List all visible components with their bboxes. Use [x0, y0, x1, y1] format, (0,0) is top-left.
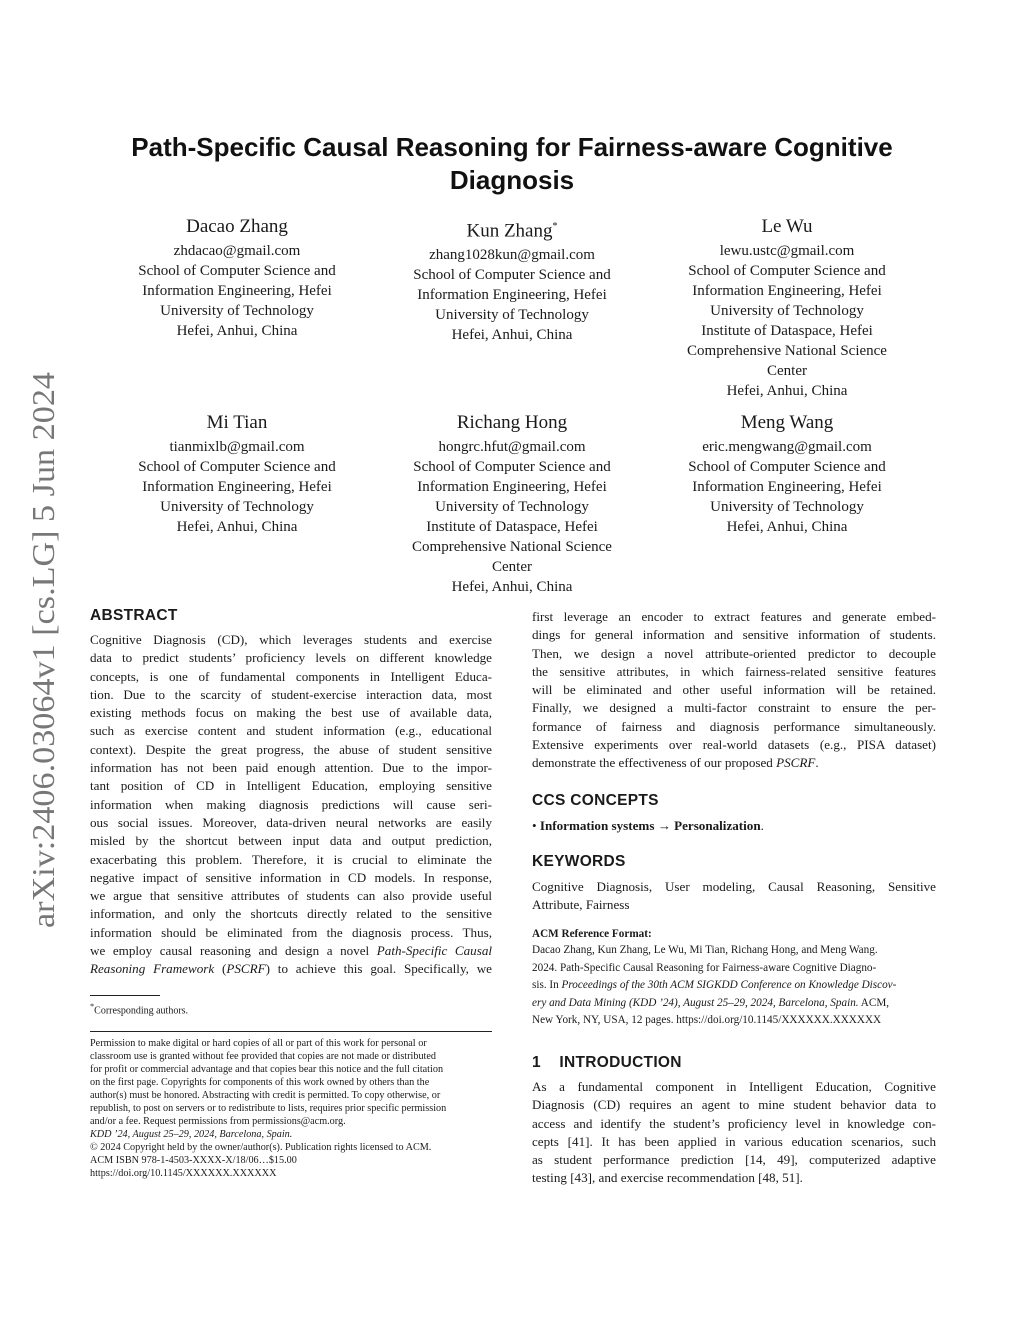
- introduction-line: testing [43], and exercise recommendation [48, 51].: [532, 1170, 803, 1186]
- acm-reference-line: Dacao Zhang, Kun Zhang, Le Wu, Mi Tian, Richang Hong, and Meng Wang.: [532, 944, 878, 956]
- abstract-line: information has not been paid enough attention. Due to the impor-: [90, 760, 492, 776]
- corresponding-mark: *: [552, 221, 558, 232]
- framework-name: Path-Specific Causal: [376, 943, 492, 959]
- introduction-line: access and identify the student’s proficiency level in knowledge con-: [532, 1115, 936, 1131]
- footnote-mark: *: [90, 1002, 95, 1011]
- introduction-line: cepts [41]. It has been applied in various education scenarios, such: [532, 1133, 936, 1149]
- permission-line: author(s) must be honored. Abstracting with credit is permitted. To copy otherwise, or: [90, 1090, 441, 1101]
- arxiv-side-stamp: [6, 370, 80, 930]
- abstract-line: tion. Due to the scarcity of student-exercise interaction data, most: [90, 686, 492, 702]
- author-affiliation-line: School of Computer Science and: [688, 263, 886, 279]
- abstract-line: Extensive experiments over real-world datasets (e.g., PISA dataset): [532, 737, 936, 753]
- acm-reference-line: sis. In Proceedings of the 30th ACM SIGKDD Conference on Knowledge Discov-: [532, 979, 897, 992]
- abstract-line: Cognitive Diagnosis (CD), which leverages students and exercise: [90, 632, 492, 647]
- author-affiliation-line: Center: [492, 559, 532, 575]
- keywords-body: [532, 878, 936, 915]
- introduction-body: [532, 1078, 936, 1188]
- acm-reference: [532, 926, 936, 1030]
- author-affiliation-line: University of Technology: [160, 303, 314, 319]
- permission-line: for profit or commercial advantage and that copies bear this notice and the full citation: [90, 1064, 444, 1075]
- author-name: Meng Wang: [740, 412, 834, 433]
- permission-block: [90, 1037, 492, 1180]
- author-affiliation-line: Hefei, Anhui, China: [451, 327, 573, 344]
- title-line-2: Diagnosis: [449, 165, 575, 195]
- author-block: [662, 216, 912, 401]
- permission-line: Permission to make digital or hard copies of all or part of this work for personal or: [90, 1038, 427, 1049]
- author-name: Richang Hong: [456, 412, 568, 433]
- abstract-line: will be eliminated and other useful information will be retained.: [532, 682, 936, 698]
- abstract-line: Finally, we designed a multi-factor constraint to ensure the per-: [532, 700, 936, 716]
- author-affiliation-line: Center: [767, 363, 807, 379]
- author-affiliation-line: University of Technology: [710, 303, 864, 319]
- author-block: [387, 412, 637, 597]
- footnote: [90, 1000, 492, 1017]
- author-affiliation-line: University of Technology: [710, 499, 864, 515]
- acm-reference-line: ery and Data Mining (KDD ’24), August 25–29, 2024, Barcelona, Spain. ACM,: [532, 996, 890, 1009]
- acm-reference-line: New York, NY, USA, 12 pages. https://doi.org/10.1145/XXXXXX.XXXXXX: [532, 1014, 882, 1027]
- abstract-line: demonstrate the effectiveness of our proposed PSCRF.: [532, 755, 819, 771]
- author-affiliation-line: Institute of Dataspace, Hefei: [426, 519, 598, 535]
- ccs-item: • Information systems → Personalization.: [532, 818, 764, 833]
- ccs-bullet: •: [532, 818, 537, 833]
- abstract-line: information when making diagnosis predictions will cause seri-: [90, 796, 492, 812]
- ccs-section: [532, 791, 936, 835]
- framework-acronym: PSCRF: [226, 961, 266, 977]
- author-affiliation-line: School of Computer Science and: [413, 267, 611, 284]
- author-affiliation-line: Hefei, Anhui, China: [176, 323, 298, 339]
- abstract-line: concepts, is one of fundamental components in Intelligent Educa-: [90, 668, 492, 684]
- isbn-line: ACM ISBN 978-1-4503-XXXX-X/18/06…$15.00: [90, 1155, 297, 1166]
- abstract-line: Then, we design a novel attribute-oriented predictor to decouple: [532, 645, 936, 661]
- author-affiliation-line: Information Engineering, Hefei: [692, 283, 882, 299]
- author-affiliation-line: Hefei, Anhui, China: [451, 579, 573, 595]
- footnote-rule: [90, 995, 160, 996]
- author-email: eric.mengwang@gmail.com: [702, 439, 872, 455]
- section-title: INTRODUCTION: [559, 1054, 682, 1071]
- author-affiliation-line: Comprehensive National Science: [687, 343, 887, 359]
- abstract-line: exacerbating this problem. Therefore, it is crucial to eliminate the: [90, 851, 492, 867]
- author-email: hongrc.hfut@gmail.com: [438, 439, 586, 455]
- author-affiliation-line: University of Technology: [435, 307, 589, 324]
- author-name: Mi Tian: [206, 412, 268, 433]
- author-name: Kun Zhang*: [466, 220, 558, 242]
- permission-line: classroom use is granted without fee provided that copies are not made or distributed: [90, 1051, 436, 1062]
- author-affiliation-line: University of Technology: [160, 499, 314, 515]
- abstract-line: Reasoning Framework (PSCRF) to achieve this goal. Specifically, we: [90, 961, 492, 977]
- doi-line[interactable]: https://doi.org/10.1145/XXXXXX.XXXXXX: [90, 1168, 277, 1179]
- section-number: 1: [532, 1054, 541, 1071]
- abstract-line: existing methods focus on making the best use of available data,: [90, 705, 492, 721]
- acm-reference-line: 2024. Path-Specific Causal Reasoning for Fairness-aware Cognitive Diagno-: [532, 961, 877, 974]
- author-block: [112, 412, 362, 537]
- title-line-1: Path-Specific Causal Reasoning for Fairness-aware Cognitive: [131, 132, 893, 162]
- keywords-heading: KEYWORDS: [532, 853, 626, 870]
- abstract-line: we argue that sensitive attributes of students can also provide useful: [90, 888, 492, 904]
- author-affiliation-line: Hefei, Anhui, China: [176, 519, 298, 535]
- paper-title: [100, 131, 924, 197]
- introduction-heading: [532, 1053, 936, 1073]
- abstract-line: data to predict students’ proficiency levels on different knowledge: [90, 650, 492, 666]
- author-block: [662, 412, 912, 537]
- abstract-line: dings for general information and sensitive information of students.: [532, 627, 936, 643]
- acm-reference-body: [532, 942, 936, 1030]
- author-email: lewu.ustc@gmail.com: [719, 243, 855, 259]
- keywords-section: [532, 852, 936, 915]
- ccs-concept: Information systems → Personalization: [539, 818, 761, 833]
- acm-reference-heading: ACM Reference Format:: [532, 928, 652, 940]
- author-name: Dacao Zhang: [186, 216, 288, 237]
- introduction-section: [532, 1053, 936, 1188]
- abstract-line: information should be eliminated from the diagnosis process. Thus,: [90, 924, 492, 940]
- permission-line: and/or a fee. Request permissions from permissions@acm.org.: [90, 1116, 346, 1127]
- abstract-line: such as exercise content and student information (e.g., educational: [90, 723, 492, 739]
- permission-rule: [90, 1031, 492, 1032]
- abstract-continued: [532, 608, 936, 773]
- abstract-body: [90, 631, 492, 979]
- author-affiliation-line: Information Engineering, Hefei: [417, 287, 607, 304]
- permission-line: on the first page. Copyrights for components of this work owned by others than the: [90, 1077, 430, 1088]
- abstract-line: the sensitive attributes, in which fairness-related sensitive features: [532, 663, 936, 679]
- author-affiliation-line: Information Engineering, Hefei: [142, 479, 332, 495]
- author-affiliation-line: Information Engineering, Hefei: [417, 479, 607, 495]
- abstract-line: formance of fairness and diagnosis performance simultaneously.: [532, 718, 936, 734]
- keywords-line: Cognitive Diagnosis, User modeling, Causal Reasoning, Sensitive: [532, 879, 936, 894]
- author-affiliation-line: Hefei, Anhui, China: [726, 519, 848, 535]
- copyright-line: © 2024 Copyright held by the owner/author(s). Publication rights licensed to ACM.: [90, 1142, 432, 1153]
- ccs-heading: CCS CONCEPTS: [532, 792, 659, 809]
- author-affiliation-line: School of Computer Science and: [138, 459, 336, 475]
- author-affiliation-line: Information Engineering, Hefei: [142, 283, 332, 299]
- introduction-line: Diagnosis (CD) requires an agent to mine student behavior data to: [532, 1097, 936, 1113]
- abstract-body-continued: [532, 608, 936, 773]
- author-affiliation-line: Information Engineering, Hefei: [692, 479, 882, 495]
- author-affiliation-line: School of Computer Science and: [688, 459, 886, 475]
- author-block: [387, 216, 637, 345]
- author-affiliation-line: Institute of Dataspace, Hefei: [701, 323, 873, 339]
- author-email: tianmixlb@gmail.com: [169, 439, 305, 455]
- author-block: [112, 216, 362, 341]
- author-email: zhang1028kun@gmail.com: [429, 247, 595, 264]
- abstract-line: we employ causal reasoning and design a novel Path-Specific Causal: [90, 943, 492, 959]
- abstract-line: tant position of CD in Intelligent Education, employing sensitive: [90, 778, 492, 794]
- author-name: Le Wu: [761, 216, 813, 237]
- footnote-text: Corresponding authors.: [94, 1005, 189, 1017]
- author-affiliation-line: Hefei, Anhui, China: [726, 383, 848, 399]
- author-affiliation-line: School of Computer Science and: [413, 459, 611, 475]
- introduction-line: as student performance prediction [14, 49], computerized adaptive: [532, 1152, 936, 1168]
- introduction-line: As a fundamental component in Intelligent Education, Cognitive: [532, 1079, 936, 1094]
- abstract-line: misled by the shortcut between input data and output prediction,: [90, 833, 492, 849]
- abstract-section: [90, 606, 492, 979]
- author-affiliation-line: University of Technology: [435, 499, 589, 515]
- abstract-line: context). Despite the great progress, the abuse of student sensitive: [90, 741, 492, 757]
- abstract-line: first leverage an encoder to extract features and generate embed-: [532, 609, 936, 624]
- arxiv-stamp-text: arXiv:2406.03064v1 [cs.LG] 5 Jun 2024: [25, 407, 61, 928]
- abstract-line: information, and only the shortcuts directly related to the sensitive: [90, 906, 492, 922]
- conference-line: KDD ’24, August 25–29, 2024, Barcelona, Spain.: [90, 1129, 293, 1140]
- permission-line: republish, to post on servers or to redistribute to lists, requires prior specific permission: [90, 1103, 447, 1114]
- abstract-line: negative impact of sensitive information in CD models. In response,: [90, 869, 492, 885]
- author-affiliation-line: School of Computer Science and: [138, 263, 336, 279]
- keywords-line: Attribute, Fairness: [532, 897, 630, 913]
- author-email: zhdacao@gmail.com: [173, 243, 301, 259]
- author-affiliation-line: Comprehensive National Science: [412, 539, 612, 555]
- abstract-line: ous social issues. Moreover, data-driven neural networks are easily: [90, 814, 492, 830]
- abstract-heading: ABSTRACT: [90, 607, 178, 624]
